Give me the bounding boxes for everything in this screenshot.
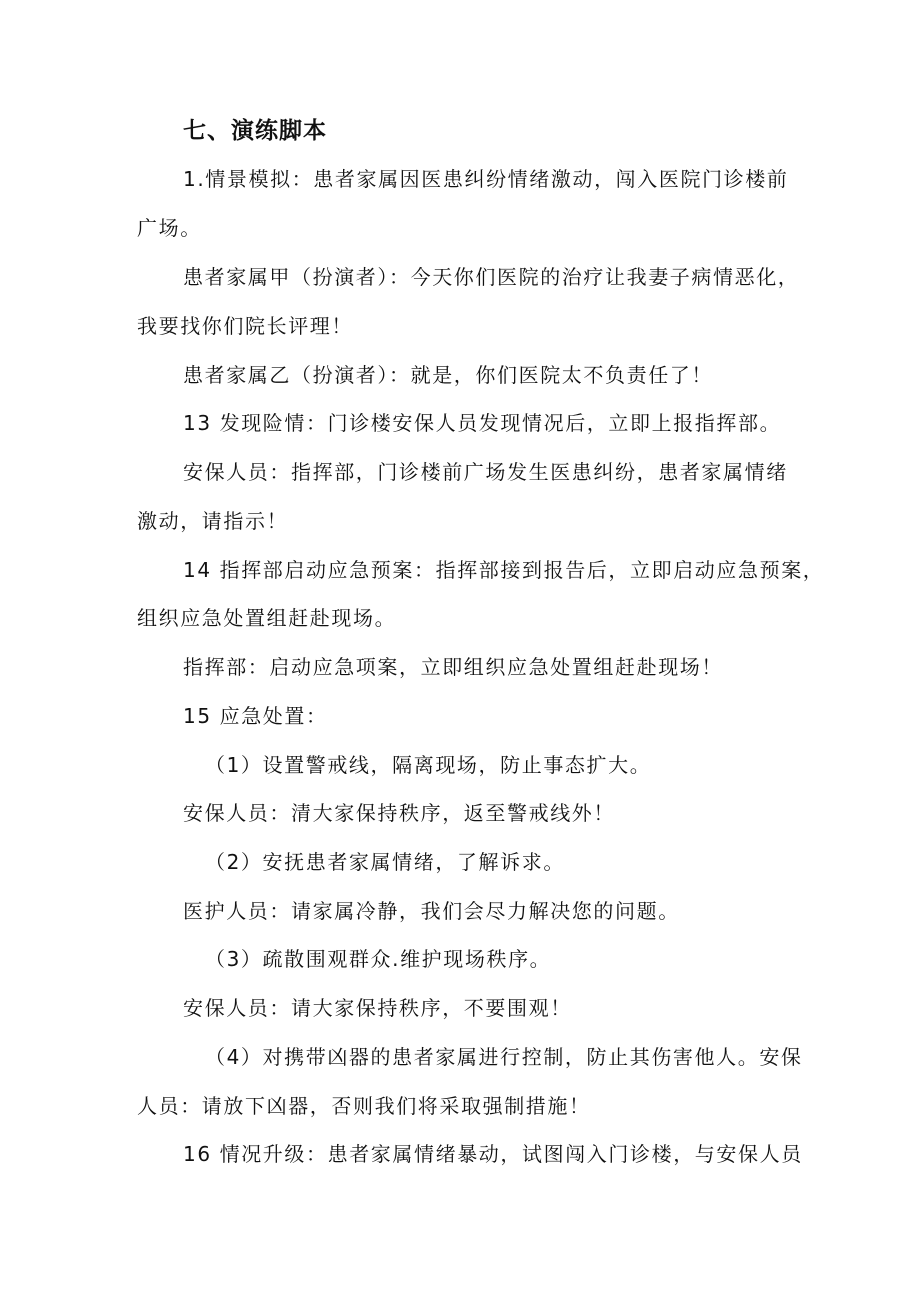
paragraph-line: 15 应急处置：: [183, 704, 328, 728]
paragraph-line: （2）安抚患者家属情绪，了解诉求。: [205, 850, 565, 874]
section-heading: 七、演练脚本: [183, 118, 327, 144]
paragraph-line: 安保人员：指挥部，门诊楼前广场发生医患纠纷，患者家属情绪: [183, 460, 788, 484]
paragraph-line: 我要找你们院长评理！: [137, 314, 353, 338]
paragraph-line: （3）疏散围观群众.维护现场秩序。: [205, 947, 552, 971]
paragraph-line: 安保人员：请大家保持秩序，不要围观！: [183, 996, 572, 1020]
paragraph-line: 人员：请放下凶器，否则我们将采取强制措施！: [137, 1094, 591, 1118]
paragraph-line: 组织应急处置组赶赴现场。: [137, 606, 397, 630]
paragraph-line: （4）对携带凶器的患者家属进行控制，防止其伤害他人。安保: [205, 1045, 803, 1069]
paragraph-line: 13 发现险情：门诊楼安保人员发现情况后，立即上报指挥部。: [183, 411, 782, 435]
paragraph-line: 1.情景模拟：患者家属因医患纠纷情绪激动，闯入医院门诊楼前: [183, 167, 789, 191]
paragraph-line: 激动，请指示！: [137, 509, 289, 533]
paragraph-line: 安保人员：清大家保持秩序，返至警戒线外！: [183, 801, 615, 825]
paragraph-line: 14 指挥部启动应急预案：指挥部接到报告后，立即启动应急预案，: [183, 558, 825, 582]
paragraph-line: 指挥部：启动应急项案，立即组织应急处置组赶赴现场！: [183, 655, 723, 679]
paragraph-line: 广场。: [137, 216, 202, 240]
paragraph-line: （1）设置警戒线，隔离现场，防止事态扩大。: [205, 753, 652, 777]
paragraph-line: 患者家属乙（扮演者）：就是，你们医院太不负责任了！: [183, 363, 713, 387]
paragraph-line: 医护人员：请家属冷静，我们会尽力解决您的问题。: [183, 899, 680, 923]
paragraph-line: 患者家属甲（扮演者）：今天你们医院的治疗让我妻子病情恶化，: [183, 265, 800, 289]
paragraph-line: 16 情况升级：患者家属情绪暴动，试图闯入门诊楼，与安保人员: [183, 1142, 803, 1166]
